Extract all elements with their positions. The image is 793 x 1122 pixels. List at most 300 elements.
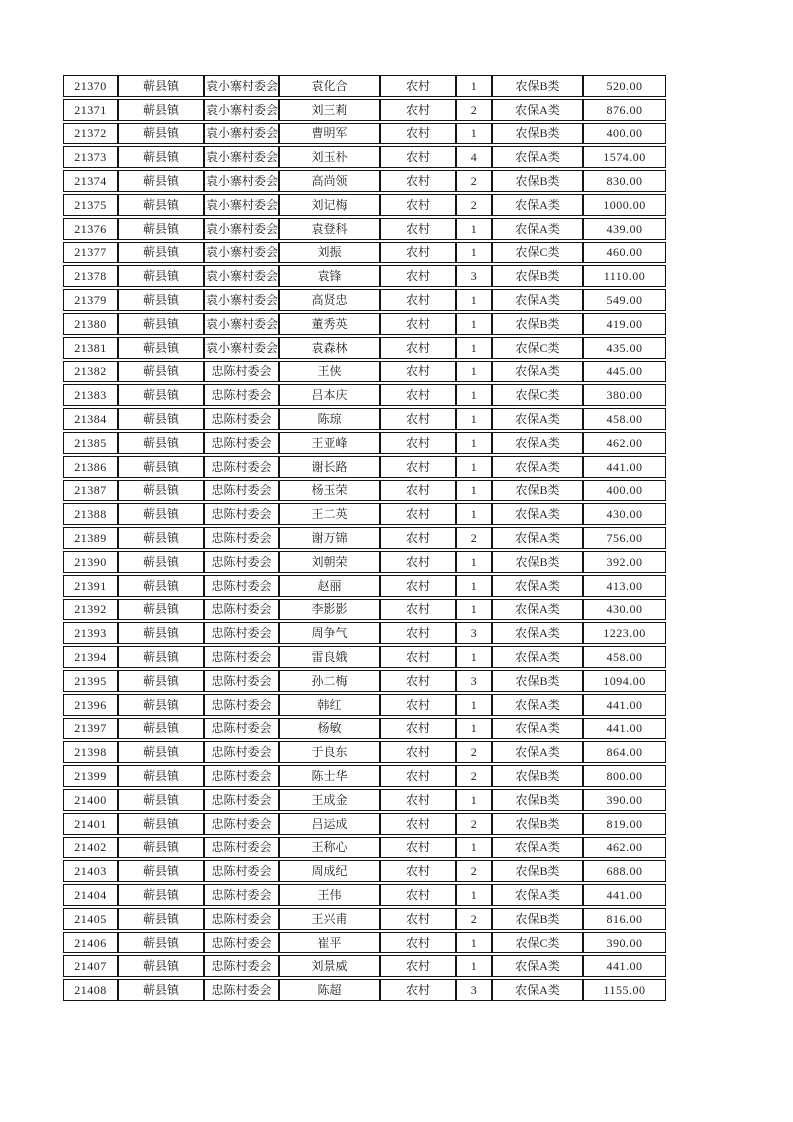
cell-name: 王兴甫: [279, 908, 380, 930]
cell-village: 忠陈村委会: [204, 955, 279, 977]
table-row: [63, 813, 666, 835]
cell-name: 陈超: [279, 979, 380, 1001]
cell-village: 袁小寨村委会: [204, 218, 279, 240]
cell-town: 蕲县镇: [118, 170, 204, 192]
cell-village: 忠陈村委会: [204, 860, 279, 882]
cell-type: 农村: [380, 456, 456, 478]
cell-village: 袁小寨村委会: [204, 75, 279, 97]
cell-category: 农保A类: [492, 194, 583, 216]
cell-village: 忠陈村委会: [204, 622, 279, 644]
cell-town: 蕲县镇: [118, 884, 204, 906]
cell-name: 刘玉朴: [279, 146, 380, 168]
cell-town: 蕲县镇: [118, 741, 204, 763]
cell-type: 农村: [380, 218, 456, 240]
cell-category: 农保B类: [492, 551, 583, 573]
table-body: [63, 75, 666, 1001]
cell-town: 蕲县镇: [118, 955, 204, 977]
table-row: [63, 932, 666, 954]
cell-count: 3: [456, 265, 492, 287]
cell-category: 农保B类: [492, 170, 583, 192]
cell-amount: 441.00: [583, 884, 666, 906]
cell-count: 1: [456, 837, 492, 859]
pension-roster-table: [63, 73, 666, 1003]
cell-amount: 441.00: [583, 955, 666, 977]
cell-amount: 458.00: [583, 646, 666, 668]
cell-amount: 441.00: [583, 718, 666, 740]
table-row: [63, 480, 666, 502]
cell-name: 韩红: [279, 694, 380, 716]
table-row: [63, 908, 666, 930]
table-row: [63, 860, 666, 882]
cell-id: 21380: [63, 313, 118, 335]
cell-town: 蕲县镇: [118, 599, 204, 621]
cell-type: 农村: [380, 908, 456, 930]
cell-amount: 756.00: [583, 527, 666, 549]
cell-town: 蕲县镇: [118, 265, 204, 287]
cell-count: 2: [456, 765, 492, 787]
cell-id: 21391: [63, 575, 118, 597]
table-row: [63, 456, 666, 478]
cell-id: 21390: [63, 551, 118, 573]
cell-category: 农保A类: [492, 694, 583, 716]
cell-amount: 380.00: [583, 384, 666, 406]
table-row: [63, 575, 666, 597]
cell-count: 1: [456, 337, 492, 359]
cell-town: 蕲县镇: [118, 194, 204, 216]
cell-type: 农村: [380, 718, 456, 740]
cell-category: 农保B类: [492, 670, 583, 692]
cell-village: 忠陈村委会: [204, 599, 279, 621]
cell-town: 蕲县镇: [118, 551, 204, 573]
cell-category: 农保A类: [492, 884, 583, 906]
cell-id: 21386: [63, 456, 118, 478]
cell-village: 袁小寨村委会: [204, 313, 279, 335]
cell-village: 忠陈村委会: [204, 361, 279, 383]
cell-name: 吕本庆: [279, 384, 380, 406]
cell-town: 蕲县镇: [118, 718, 204, 740]
cell-amount: 1574.00: [583, 146, 666, 168]
cell-count: 1: [456, 575, 492, 597]
cell-count: 1: [456, 384, 492, 406]
cell-category: 农保B类: [492, 265, 583, 287]
cell-count: 2: [456, 741, 492, 763]
cell-amount: 460.00: [583, 242, 666, 264]
cell-village: 袁小寨村委会: [204, 123, 279, 145]
cell-village: 忠陈村委会: [204, 908, 279, 930]
cell-count: 1: [456, 218, 492, 240]
cell-id: 21382: [63, 361, 118, 383]
cell-amount: 435.00: [583, 337, 666, 359]
cell-type: 农村: [380, 765, 456, 787]
cell-town: 蕲县镇: [118, 908, 204, 930]
cell-name: 王侠: [279, 361, 380, 383]
cell-village: 忠陈村委会: [204, 456, 279, 478]
cell-category: 农保A类: [492, 646, 583, 668]
cell-amount: 400.00: [583, 123, 666, 145]
cell-village: 袁小寨村委会: [204, 146, 279, 168]
cell-type: 农村: [380, 361, 456, 383]
cell-id: 21371: [63, 99, 118, 121]
cell-amount: 1223.00: [583, 622, 666, 644]
cell-name: 刘记梅: [279, 194, 380, 216]
cell-amount: 430.00: [583, 599, 666, 621]
cell-amount: 390.00: [583, 932, 666, 954]
cell-name: 于良东: [279, 741, 380, 763]
cell-village: 忠陈村委会: [204, 527, 279, 549]
cell-category: 农保B类: [492, 313, 583, 335]
table-row: [63, 289, 666, 311]
cell-town: 蕲县镇: [118, 860, 204, 882]
cell-category: 农保A类: [492, 289, 583, 311]
cell-count: 1: [456, 432, 492, 454]
cell-id: 21395: [63, 670, 118, 692]
cell-town: 蕲县镇: [118, 75, 204, 97]
cell-count: 1: [456, 408, 492, 430]
cell-category: 农保A类: [492, 146, 583, 168]
cell-town: 蕲县镇: [118, 789, 204, 811]
cell-id: 21374: [63, 170, 118, 192]
cell-category: 农保A类: [492, 955, 583, 977]
cell-count: 2: [456, 170, 492, 192]
cell-name: 杨敏: [279, 718, 380, 740]
cell-count: 1: [456, 313, 492, 335]
cell-category: 农保B类: [492, 860, 583, 882]
cell-category: 农保A类: [492, 99, 583, 121]
cell-count: 1: [456, 123, 492, 145]
cell-category: 农保B类: [492, 765, 583, 787]
cell-id: 21398: [63, 741, 118, 763]
cell-village: 忠陈村委会: [204, 884, 279, 906]
table-row: [63, 384, 666, 406]
table-row: [63, 622, 666, 644]
cell-town: 蕲县镇: [118, 146, 204, 168]
cell-amount: 392.00: [583, 551, 666, 573]
cell-name: 杨玉荣: [279, 480, 380, 502]
cell-count: 2: [456, 860, 492, 882]
cell-town: 蕲县镇: [118, 813, 204, 835]
cell-type: 农村: [380, 384, 456, 406]
cell-category: 农保A类: [492, 456, 583, 478]
cell-name: 袁化合: [279, 75, 380, 97]
cell-town: 蕲县镇: [118, 694, 204, 716]
cell-type: 农村: [380, 265, 456, 287]
cell-count: 1: [456, 694, 492, 716]
cell-name: 谢长路: [279, 456, 380, 478]
cell-name: 高尚领: [279, 170, 380, 192]
cell-count: 1: [456, 932, 492, 954]
cell-village: 忠陈村委会: [204, 408, 279, 430]
table-row: [63, 765, 666, 787]
cell-count: 1: [456, 551, 492, 573]
cell-category: 农保C类: [492, 242, 583, 264]
cell-amount: 445.00: [583, 361, 666, 383]
cell-category: 农保B类: [492, 75, 583, 97]
cell-type: 农村: [380, 955, 456, 977]
cell-village: 忠陈村委会: [204, 384, 279, 406]
cell-name: 雷良娥: [279, 646, 380, 668]
cell-id: 21393: [63, 622, 118, 644]
cell-category: 农保A类: [492, 361, 583, 383]
table-row: [63, 432, 666, 454]
cell-id: 21372: [63, 123, 118, 145]
cell-count: 1: [456, 289, 492, 311]
cell-count: 1: [456, 646, 492, 668]
cell-name: 王伟: [279, 884, 380, 906]
cell-name: 周争气: [279, 622, 380, 644]
table-row: [63, 265, 666, 287]
cell-type: 农村: [380, 551, 456, 573]
cell-id: 21402: [63, 837, 118, 859]
cell-town: 蕲县镇: [118, 932, 204, 954]
cell-name: 王亚峰: [279, 432, 380, 454]
cell-type: 农村: [380, 599, 456, 621]
cell-id: 21384: [63, 408, 118, 430]
cell-id: 21403: [63, 860, 118, 882]
cell-name: 袁登科: [279, 218, 380, 240]
cell-count: 1: [456, 955, 492, 977]
table-row: [63, 337, 666, 359]
table-row: [63, 313, 666, 335]
cell-id: 21379: [63, 289, 118, 311]
cell-count: 3: [456, 622, 492, 644]
cell-type: 农村: [380, 75, 456, 97]
cell-name: 董秀英: [279, 313, 380, 335]
cell-type: 农村: [380, 194, 456, 216]
cell-category: 农保B类: [492, 908, 583, 930]
cell-type: 农村: [380, 170, 456, 192]
table-row: [63, 170, 666, 192]
cell-category: 农保B类: [492, 789, 583, 811]
cell-id: 21373: [63, 146, 118, 168]
cell-amount: 830.00: [583, 170, 666, 192]
cell-count: 1: [456, 480, 492, 502]
cell-category: 农保A类: [492, 979, 583, 1001]
cell-town: 蕲县镇: [118, 337, 204, 359]
cell-amount: 816.00: [583, 908, 666, 930]
table-row: [63, 146, 666, 168]
cell-count: 2: [456, 527, 492, 549]
cell-category: 农保A类: [492, 741, 583, 763]
cell-category: 农保A类: [492, 432, 583, 454]
table-row: [63, 99, 666, 121]
cell-count: 1: [456, 456, 492, 478]
cell-type: 农村: [380, 337, 456, 359]
cell-type: 农村: [380, 242, 456, 264]
cell-count: 1: [456, 503, 492, 525]
cell-amount: 688.00: [583, 860, 666, 882]
cell-id: 21377: [63, 242, 118, 264]
table-row: [63, 646, 666, 668]
cell-name: 刘三莉: [279, 99, 380, 121]
cell-village: 忠陈村委会: [204, 670, 279, 692]
cell-town: 蕲县镇: [118, 361, 204, 383]
cell-town: 蕲县镇: [118, 408, 204, 430]
cell-type: 农村: [380, 146, 456, 168]
cell-village: 忠陈村委会: [204, 837, 279, 859]
table-row: [63, 527, 666, 549]
table-row: [63, 551, 666, 573]
cell-name: 陈琼: [279, 408, 380, 430]
table-row: [63, 123, 666, 145]
table-row: [63, 361, 666, 383]
table-row: [63, 979, 666, 1001]
cell-town: 蕲县镇: [118, 456, 204, 478]
cell-town: 蕲县镇: [118, 527, 204, 549]
cell-amount: 864.00: [583, 741, 666, 763]
cell-amount: 430.00: [583, 503, 666, 525]
cell-name: 赵丽: [279, 575, 380, 597]
table-row: [63, 218, 666, 240]
cell-category: 农保C类: [492, 384, 583, 406]
cell-category: 农保B类: [492, 123, 583, 145]
cell-category: 农保A类: [492, 599, 583, 621]
cell-id: 21396: [63, 694, 118, 716]
cell-amount: 876.00: [583, 99, 666, 121]
cell-category: 农保C类: [492, 337, 583, 359]
cell-name: 陈士华: [279, 765, 380, 787]
table-row: [63, 789, 666, 811]
cell-amount: 1110.00: [583, 265, 666, 287]
cell-type: 农村: [380, 837, 456, 859]
cell-count: 1: [456, 718, 492, 740]
cell-town: 蕲县镇: [118, 670, 204, 692]
cell-village: 忠陈村委会: [204, 789, 279, 811]
cell-village: 忠陈村委会: [204, 741, 279, 763]
cell-type: 农村: [380, 503, 456, 525]
cell-type: 农村: [380, 289, 456, 311]
cell-town: 蕲县镇: [118, 765, 204, 787]
cell-name: 袁森林: [279, 337, 380, 359]
cell-town: 蕲县镇: [118, 123, 204, 145]
cell-town: 蕲县镇: [118, 837, 204, 859]
table-row: [63, 599, 666, 621]
cell-village: 袁小寨村委会: [204, 242, 279, 264]
cell-category: 农保C类: [492, 932, 583, 954]
cell-type: 农村: [380, 123, 456, 145]
cell-amount: 549.00: [583, 289, 666, 311]
cell-name: 王二英: [279, 503, 380, 525]
cell-type: 农村: [380, 932, 456, 954]
cell-type: 农村: [380, 884, 456, 906]
cell-village: 忠陈村委会: [204, 694, 279, 716]
cell-count: 1: [456, 361, 492, 383]
cell-category: 农保B类: [492, 813, 583, 835]
cell-village: 忠陈村委会: [204, 932, 279, 954]
cell-id: 21408: [63, 979, 118, 1001]
cell-amount: 441.00: [583, 456, 666, 478]
cell-count: 3: [456, 979, 492, 1001]
table-row: [63, 955, 666, 977]
cell-name: 王称心: [279, 837, 380, 859]
cell-type: 农村: [380, 694, 456, 716]
cell-town: 蕲县镇: [118, 99, 204, 121]
cell-id: 21388: [63, 503, 118, 525]
cell-village: 袁小寨村委会: [204, 289, 279, 311]
cell-amount: 419.00: [583, 313, 666, 335]
cell-id: 21405: [63, 908, 118, 930]
cell-type: 农村: [380, 480, 456, 502]
cell-amount: 819.00: [583, 813, 666, 835]
cell-id: 21376: [63, 218, 118, 240]
cell-name: 崔平: [279, 932, 380, 954]
cell-village: 忠陈村委会: [204, 979, 279, 1001]
cell-count: 2: [456, 908, 492, 930]
cell-count: 1: [456, 599, 492, 621]
cell-village: 袁小寨村委会: [204, 265, 279, 287]
cell-amount: 441.00: [583, 694, 666, 716]
cell-village: 袁小寨村委会: [204, 99, 279, 121]
cell-village: 忠陈村委会: [204, 718, 279, 740]
cell-village: 忠陈村委会: [204, 646, 279, 668]
cell-id: 21381: [63, 337, 118, 359]
table-row: [63, 670, 666, 692]
cell-amount: 400.00: [583, 480, 666, 502]
cell-name: 王成金: [279, 789, 380, 811]
cell-amount: 390.00: [583, 789, 666, 811]
cell-name: 孙二梅: [279, 670, 380, 692]
cell-category: 农保A类: [492, 218, 583, 240]
cell-category: 农保A类: [492, 837, 583, 859]
cell-id: 21389: [63, 527, 118, 549]
cell-type: 农村: [380, 646, 456, 668]
cell-name: 袁锋: [279, 265, 380, 287]
cell-amount: 458.00: [583, 408, 666, 430]
cell-type: 农村: [380, 860, 456, 882]
cell-count: 1: [456, 242, 492, 264]
cell-category: 农保A类: [492, 575, 583, 597]
cell-type: 农村: [380, 789, 456, 811]
cell-type: 农村: [380, 99, 456, 121]
cell-type: 农村: [380, 575, 456, 597]
cell-category: 农保A类: [492, 622, 583, 644]
cell-amount: 462.00: [583, 837, 666, 859]
cell-id: 21370: [63, 75, 118, 97]
cell-count: 3: [456, 670, 492, 692]
table-row: [63, 194, 666, 216]
cell-id: 21392: [63, 599, 118, 621]
cell-town: 蕲县镇: [118, 622, 204, 644]
cell-name: 李影影: [279, 599, 380, 621]
cell-village: 袁小寨村委会: [204, 194, 279, 216]
cell-amount: 800.00: [583, 765, 666, 787]
cell-id: 21399: [63, 765, 118, 787]
cell-village: 忠陈村委会: [204, 480, 279, 502]
cell-name: 周成纪: [279, 860, 380, 882]
cell-name: 刘景威: [279, 955, 380, 977]
table-row: [63, 503, 666, 525]
cell-type: 农村: [380, 432, 456, 454]
cell-type: 农村: [380, 813, 456, 835]
cell-id: 21383: [63, 384, 118, 406]
cell-id: 21404: [63, 884, 118, 906]
cell-category: 农保A类: [492, 503, 583, 525]
cell-count: 2: [456, 813, 492, 835]
cell-type: 农村: [380, 527, 456, 549]
cell-type: 农村: [380, 741, 456, 763]
cell-town: 蕲县镇: [118, 503, 204, 525]
cell-amount: 462.00: [583, 432, 666, 454]
cell-name: 吕运成: [279, 813, 380, 835]
cell-amount: 413.00: [583, 575, 666, 597]
cell-category: 农保A类: [492, 408, 583, 430]
cell-count: 1: [456, 789, 492, 811]
table-row: [63, 75, 666, 97]
cell-village: 袁小寨村委会: [204, 170, 279, 192]
cell-amount: 1155.00: [583, 979, 666, 1001]
cell-type: 农村: [380, 622, 456, 644]
cell-town: 蕲县镇: [118, 480, 204, 502]
cell-town: 蕲县镇: [118, 646, 204, 668]
